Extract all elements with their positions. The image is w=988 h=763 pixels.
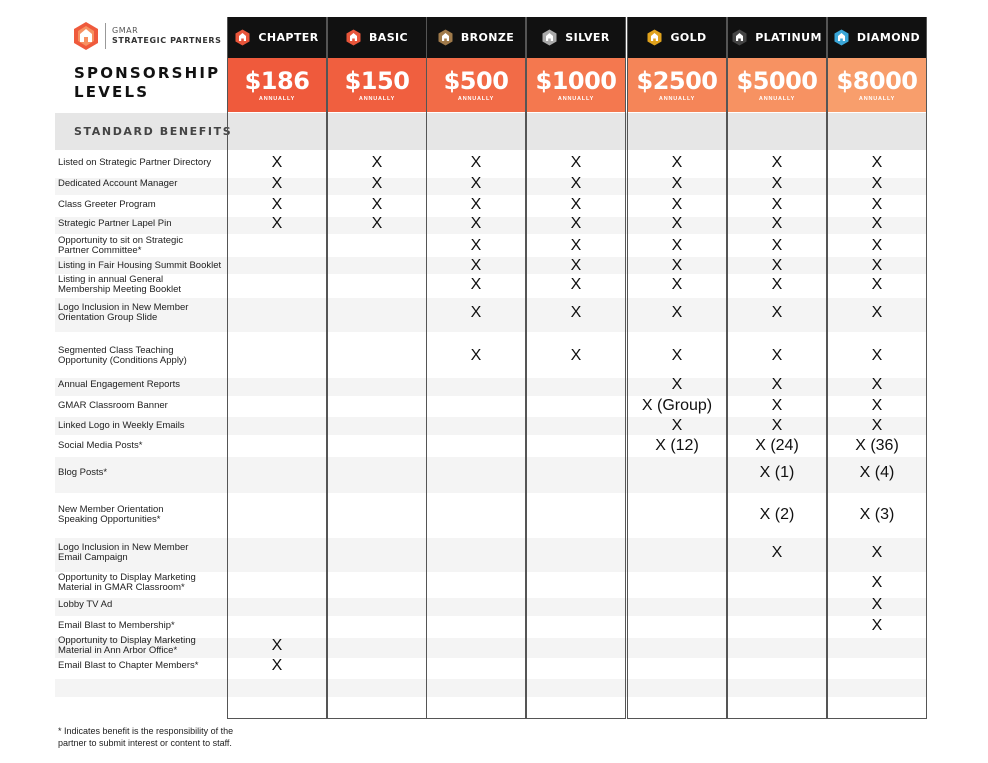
level-name: DIAMOND	[856, 31, 921, 44]
level-badge-icon	[438, 29, 453, 46]
level-price-period: ANNUALLY	[658, 96, 696, 102]
benefit-mark: X	[771, 417, 783, 434]
benefit-label	[58, 346, 187, 366]
benefit-mark: X	[470, 304, 482, 321]
benefit-label-line: Opportunity to Display Marketing	[58, 635, 196, 646]
benefit-mark: X	[570, 347, 582, 364]
benefit-mark: X	[871, 376, 883, 393]
benefit-label	[58, 179, 177, 189]
benefit-mark: X	[470, 276, 482, 293]
benefit-mark: X (36)	[855, 437, 899, 454]
benefit-mark: X	[271, 657, 283, 674]
benefit-mark: X	[671, 215, 683, 232]
level-header	[828, 17, 926, 58]
benefit-label-line: Listed on Strategic Partner Directory	[58, 157, 212, 168]
benefit-mark: X	[871, 304, 883, 321]
level-price-box	[527, 58, 625, 112]
benefit-mark: X	[771, 544, 783, 561]
benefit-mark: X	[871, 257, 883, 274]
benefit-label	[58, 380, 180, 390]
benefit-mark: X	[771, 304, 783, 321]
level-price-box	[628, 58, 726, 112]
benefit-label-line: Dedicated Account Manager	[58, 178, 178, 189]
benefit-mark: X	[671, 304, 683, 321]
benefit-mark: X	[871, 237, 883, 254]
level-header	[427, 17, 525, 58]
benefit-mark: X	[871, 347, 883, 364]
level-price-box	[728, 58, 826, 112]
benefit-mark: X (24)	[755, 437, 799, 454]
benefit-mark: X	[771, 347, 783, 364]
benefit-mark: X	[371, 154, 383, 171]
benefit-mark: X	[771, 196, 783, 213]
benefit-label-line: Opportunity to sit on Strategic	[58, 235, 184, 246]
level-name: SILVER	[565, 31, 610, 44]
benefit-mark: X	[771, 175, 783, 192]
level-price: $2500	[636, 67, 718, 95]
benefit-mark: X	[470, 196, 482, 213]
footnote-line-1: * Indicates benefit is the responsibility of the	[58, 726, 234, 736]
standard-benefits-label: STANDARD BENEFITS	[74, 125, 233, 138]
benefit-mark: X	[671, 276, 683, 293]
level-price: $5000	[736, 67, 818, 95]
benefit-label-line: Logo Inclusion in New Member	[58, 542, 189, 553]
benefit-label-line: Annual Engagement Reports	[58, 379, 180, 390]
benefit-label	[58, 505, 164, 525]
benefit-mark: X	[871, 276, 883, 293]
footnote	[58, 725, 233, 749]
benefit-label-line: Linked Logo in Weekly Emails	[58, 420, 185, 431]
benefit-mark: X	[271, 154, 283, 171]
benefit-label-line: Strategic Partner Lapel Pin	[58, 218, 172, 229]
brand-line-2: STRATEGIC PARTNERS	[112, 36, 222, 45]
benefit-label-line: Blog Posts*	[58, 467, 108, 478]
benefit-label	[58, 421, 185, 431]
benefit-mark: X	[570, 237, 582, 254]
level-price-box	[328, 58, 426, 112]
benefit-mark: X	[470, 175, 482, 192]
benefit-mark: X	[771, 237, 783, 254]
page-title	[74, 64, 220, 102]
benefit-mark: X	[871, 175, 883, 192]
level-price-box	[828, 58, 926, 112]
benefit-mark: X	[271, 175, 283, 192]
brand-name	[112, 26, 222, 46]
level-badge-icon	[235, 29, 250, 46]
benefit-mark: X	[771, 154, 783, 171]
benefit-mark: X	[470, 347, 482, 364]
level-badge-icon	[647, 29, 662, 46]
benefit-mark: X	[871, 617, 883, 634]
level-badge-icon	[834, 29, 849, 46]
benefit-mark: X	[871, 397, 883, 414]
benefit-label-line: Listing in annual General	[58, 274, 164, 285]
benefit-label-line: New Member Orientation	[58, 504, 164, 515]
benefit-mark: X	[871, 417, 883, 434]
page-title-line-2: LEVELS	[74, 83, 150, 101]
benefit-mark: X	[570, 175, 582, 192]
benefit-label	[58, 261, 221, 271]
benefit-label	[58, 621, 175, 631]
benefit-mark: X	[871, 215, 883, 232]
benefit-mark: X	[871, 544, 883, 561]
benefit-label	[58, 303, 188, 323]
benefit-mark: X (Group)	[641, 397, 713, 414]
benefit-mark: X	[871, 154, 883, 171]
level-name: BRONZE	[460, 31, 515, 44]
benefit-mark: X (4)	[859, 464, 895, 481]
level-column-chapter	[227, 17, 327, 719]
level-header	[728, 17, 826, 58]
level-price-period: ANNUALLY	[858, 96, 896, 102]
brand-logo	[73, 20, 222, 52]
benefit-mark: X	[371, 175, 383, 192]
benefit-mark: X	[671, 154, 683, 171]
level-price: $186	[244, 67, 310, 95]
benefit-label	[58, 200, 156, 210]
logo-divider	[105, 23, 106, 49]
benefit-label-line: Social Media Posts*	[58, 440, 143, 451]
benefit-label	[58, 236, 183, 256]
benefit-mark: X	[271, 215, 283, 232]
benefit-mark: X (12)	[655, 437, 699, 454]
benefit-mark: X	[671, 347, 683, 364]
level-column-gold	[627, 17, 727, 719]
level-price-period: ANNUALLY	[557, 96, 595, 102]
level-column-diamond	[827, 17, 927, 719]
benefit-label	[58, 661, 198, 671]
benefit-mark: X	[271, 196, 283, 213]
benefit-label-line: Segmented Class Teaching	[58, 345, 174, 356]
benefit-mark: X	[570, 276, 582, 293]
benefit-label-line: Email Campaign	[58, 552, 128, 563]
benefit-label-line: Logo Inclusion in New Member	[58, 302, 189, 313]
benefit-label	[58, 441, 142, 451]
benefit-mark: X	[570, 304, 582, 321]
benefit-mark: X	[470, 154, 482, 171]
benefit-mark: X	[671, 175, 683, 192]
level-price-box	[228, 58, 326, 112]
level-name: GOLD	[670, 31, 707, 44]
house-shield-icon	[73, 21, 99, 51]
page-title-line-1: SPONSORSHIP	[74, 64, 221, 82]
benefit-mark: X	[871, 596, 883, 613]
benefit-label-line: Opportunity to Display Marketing	[58, 572, 196, 583]
footnote-line-2: partner to submit interest or content to staff.	[58, 738, 232, 748]
level-badge-icon	[732, 29, 747, 46]
benefit-mark: X	[671, 376, 683, 393]
benefit-mark: X	[570, 154, 582, 171]
benefit-mark: X	[671, 196, 683, 213]
benefit-label	[58, 158, 211, 168]
benefit-label-line: Class Greeter Program	[58, 199, 156, 210]
benefit-mark: X	[671, 237, 683, 254]
benefit-mark: X	[671, 417, 683, 434]
level-column-basic	[327, 17, 427, 719]
benefit-label-line: Material in Ann Arbor Office*	[58, 645, 178, 656]
benefit-label-line: Partner Committee*	[58, 245, 142, 256]
level-header	[228, 17, 326, 58]
benefit-mark: X	[771, 257, 783, 274]
benefit-label-line: Material in GMAR Classroom*	[58, 582, 185, 593]
benefit-mark: X	[771, 215, 783, 232]
benefit-label	[58, 543, 188, 563]
level-price-period: ANNUALLY	[358, 96, 396, 102]
level-badge-icon	[542, 29, 557, 46]
benefit-mark: X	[570, 215, 582, 232]
level-header	[328, 17, 426, 58]
benefit-mark: X	[771, 276, 783, 293]
benefit-label-line: GMAR Classroom Banner	[58, 400, 168, 411]
benefit-label-line: Speaking Opportunities*	[58, 514, 161, 525]
benefit-label	[58, 636, 196, 656]
benefit-label	[58, 600, 112, 610]
level-price: $1000	[535, 67, 617, 95]
benefit-label-line: Listing in Fair Housing Summit Booklet	[58, 260, 222, 271]
benefit-mark: X (3)	[859, 506, 895, 523]
level-badge-icon	[346, 29, 361, 46]
benefit-mark: X	[470, 237, 482, 254]
level-header	[628, 17, 726, 58]
level-name: BASIC	[369, 31, 408, 44]
benefit-label-line: Lobby TV Ad	[58, 599, 113, 610]
level-name: PLATINUM	[755, 31, 822, 44]
level-name: CHAPTER	[258, 31, 319, 44]
benefit-label-line: Membership Meeting Booklet	[58, 284, 182, 295]
benefit-mark: X	[470, 215, 482, 232]
benefit-label	[58, 219, 172, 229]
benefit-label	[58, 573, 196, 593]
level-price-period: ANNUALLY	[758, 96, 796, 102]
benefit-mark: X	[771, 376, 783, 393]
benefit-mark: X (2)	[759, 506, 795, 523]
benefit-mark: X	[371, 215, 383, 232]
benefit-mark: X	[470, 257, 482, 274]
benefit-mark: X	[871, 196, 883, 213]
level-price: $500	[443, 67, 509, 95]
brand-line-1: GMAR	[112, 26, 139, 35]
level-price-period: ANNUALLY	[457, 96, 495, 102]
benefit-label-line: Email Blast to Chapter Members*	[58, 660, 199, 671]
benefit-label-line: Opportunity (Conditions Apply)	[58, 355, 187, 366]
benefit-mark: X	[570, 257, 582, 274]
level-column-silver	[526, 17, 626, 719]
benefit-mark: X	[671, 257, 683, 274]
benefit-label	[58, 468, 107, 478]
level-header	[527, 17, 625, 58]
level-price-box	[427, 58, 525, 112]
level-column-platinum	[727, 17, 827, 719]
benefit-mark: X	[271, 637, 283, 654]
benefit-label-line: Orientation Group Slide	[58, 312, 158, 323]
benefit-mark: X	[771, 397, 783, 414]
benefit-mark: X	[871, 574, 883, 591]
level-price-period: ANNUALLY	[258, 96, 296, 102]
benefit-mark: X	[570, 196, 582, 213]
level-column-bronze	[426, 17, 526, 719]
level-price: $8000	[836, 67, 918, 95]
benefit-mark: X	[371, 196, 383, 213]
benefit-label-line: Email Blast to Membership*	[58, 620, 175, 631]
benefit-mark: X (1)	[759, 464, 795, 481]
level-price: $150	[344, 67, 410, 95]
benefit-label	[58, 275, 181, 295]
benefit-label	[58, 401, 168, 411]
